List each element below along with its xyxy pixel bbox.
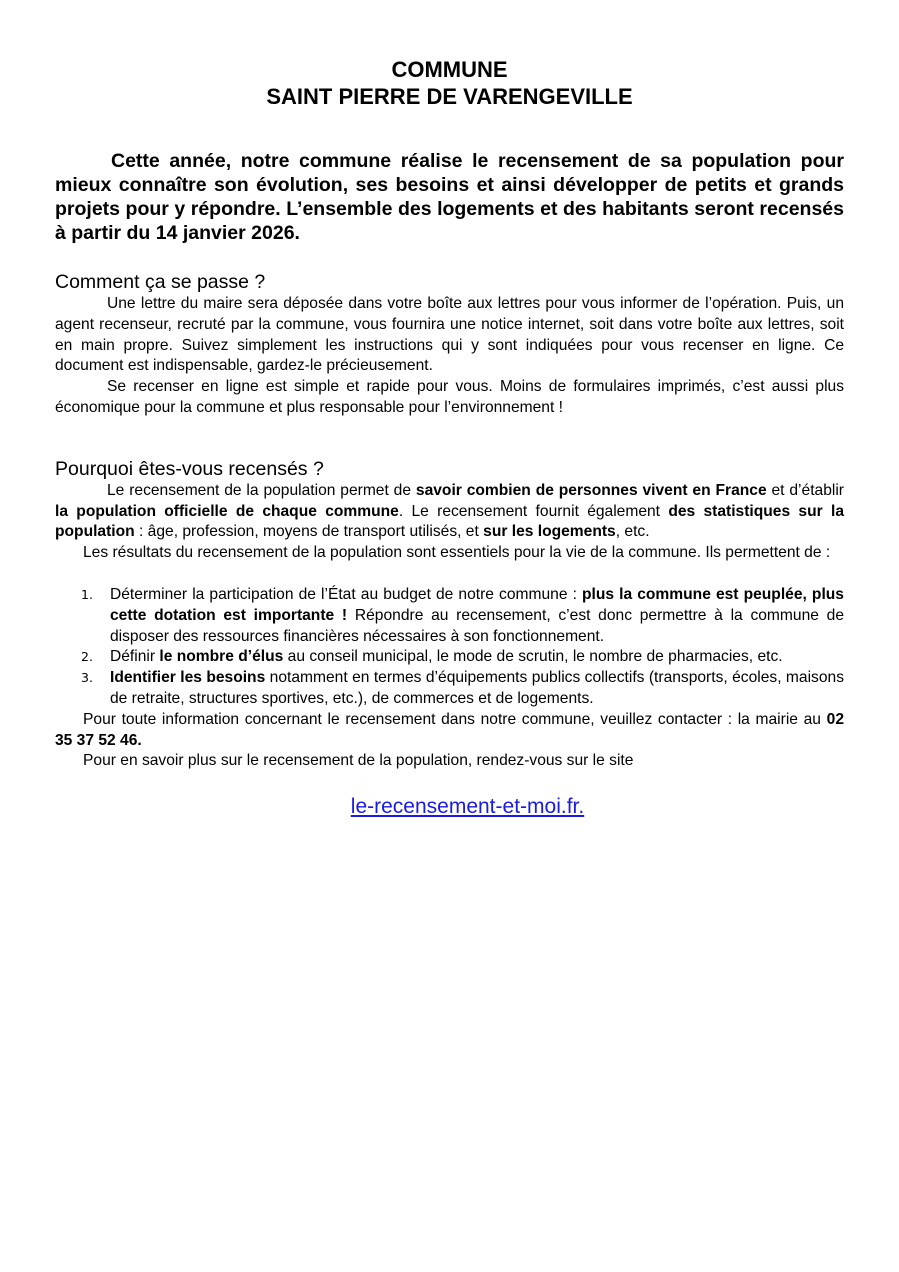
bold-span: sur les logements bbox=[483, 523, 616, 541]
title-line-name: SAINT PIERRE DE VARENGEVILLE bbox=[266, 84, 633, 109]
website-link[interactable]: le-recensement-et-moi.fr. bbox=[350, 795, 585, 819]
bold-span: plus la commune est peuplée, plus cette dotation est importante ! bbox=[110, 585, 844, 624]
text-span: Déterminer la participation de l’État au budget de notre commune : bbox=[110, 585, 582, 603]
list-item bbox=[55, 585, 844, 647]
comment-paragraph-1: Une lettre du maire sera déposée dans votre boîte aux lettres pour vous informer de l’opération. Puis, un agent recenseur, recruté par la commune, vous fournira une notice internet, soit dans votre boîte aux lettres, soit en main propre. Suivez simplement les instructions qui y sont indiquées pour vous recenser en ligne. Ce document est indispensable, gardez-le précieusement. bbox=[55, 295, 844, 375]
text-span: au conseil municipal, le mode de scrutin, le nombre de pharmacies, etc. bbox=[283, 648, 783, 666]
list-item bbox=[55, 647, 844, 668]
text-span: Pour toute information concernant le recensement dans notre commune, veuillez contacter : la mairie au bbox=[83, 710, 827, 728]
list-item bbox=[55, 668, 844, 710]
document-title bbox=[55, 56, 844, 110]
text-span: et d’établir bbox=[766, 481, 844, 499]
list-number: 2. bbox=[81, 649, 93, 665]
bold-span: le nombre d’élus bbox=[159, 648, 284, 666]
text-span: , etc. bbox=[615, 523, 650, 541]
text-span: . Le recensement fournit également bbox=[398, 502, 669, 520]
title-line-commune: COMMUNE bbox=[391, 57, 508, 82]
bold-span: des statistiques sur la population bbox=[55, 502, 844, 541]
pourquoi-paragraph-2: Les résultats du recensement de la population sont essentiels pour la vie de la commune. Ils permettent de : bbox=[83, 544, 831, 562]
bold-span: la population officielle de chaque commune bbox=[55, 502, 399, 520]
text-span: notamment en termes d’équipements publics collectifs (transports, écoles, maisons de retraite, structures sportives, etc.), de commerces et de logements. bbox=[110, 669, 844, 707]
list-number: 3. bbox=[81, 670, 93, 686]
intro-paragraph: Cette année, notre commune réalise le recensement de sa population pour mieux connaître son évolution, ses besoins et ainsi développer de petits et grands projets pour y répondre. L’ensemble des logements et des habitants seront recensés à partir du 14 janvier 2026. bbox=[55, 150, 844, 244]
bold-span: Identifier les besoins bbox=[110, 669, 266, 687]
purpose-list bbox=[55, 585, 844, 710]
contact-paragraph bbox=[55, 710, 844, 752]
list-number: 1. bbox=[81, 586, 93, 602]
pourquoi-paragraph-1 bbox=[55, 481, 844, 543]
heading-comment: Comment ça se passe ? bbox=[55, 271, 266, 293]
text-span: Définir bbox=[110, 648, 160, 666]
text-span: : âge, profession, moyens de transport utilisés, et bbox=[134, 523, 484, 541]
text-span: Le recensement de la population permet de bbox=[107, 481, 416, 499]
heading-pourquoi: Pourquoi êtes-vous recensés ? bbox=[55, 457, 324, 480]
bold-span: savoir combien de personnes vivent en France bbox=[415, 481, 767, 499]
document-page bbox=[55, 56, 844, 820]
comment-paragraph-2: Se recenser en ligne est simple et rapide pour vous. Moins de formulaires imprimés, c’est aussi plus économique pour la commune et plus responsable pour l’environnement ! bbox=[55, 378, 844, 416]
text-span: Répondre au recensement, c’est donc permettre à la commune de disposer des ressources financières nécessaires à son fonctionnement. bbox=[110, 606, 844, 645]
phone-number: 02 35 37 52 46. bbox=[55, 710, 844, 749]
website-link-line bbox=[55, 794, 844, 820]
more-info-paragraph: Pour en savoir plus sur le recensement de la population, rendez-vous sur le site bbox=[83, 752, 634, 770]
